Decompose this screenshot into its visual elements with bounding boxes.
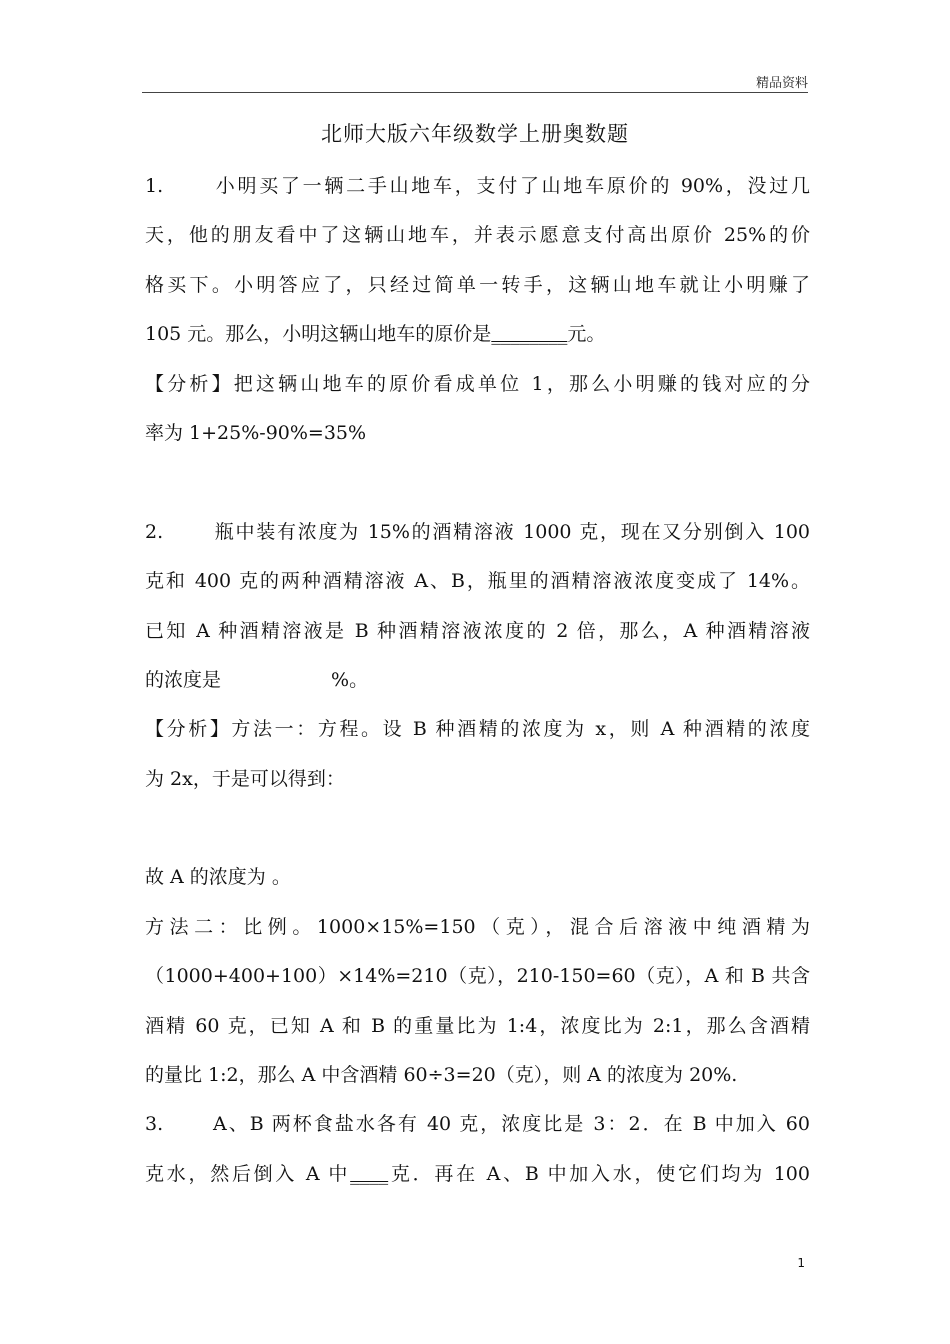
q1-line-4 xyxy=(145,314,810,363)
q2-analysis-line-3: 故 A 的浓度为 。 xyxy=(145,866,291,889)
q3-answer-blank: ____ xyxy=(350,1162,389,1185)
q2-method2-line-2: （1000+400+100）×14%=210（克），210-150=60（克），A 和 B 共含 xyxy=(145,965,810,988)
q1-analysis-line-1: 【分析】把这辆山地车的原价看成单位 1，那么小明赚的钱对应的分 xyxy=(145,372,810,395)
q2-text-1: 瓶中装有浓度为 15%的酒精溶液 1000 克，现在又分别倒入 100 xyxy=(213,520,810,543)
q1-text-1: 小明买了一辆二手山地车，支付了山地车原价的 90%，没过几 xyxy=(213,175,810,197)
q1-line-3: 格买下。小明答应了，只经过简单一转手，这辆山地车就让小明赚了 xyxy=(145,273,810,296)
q3-text-2b: 克．再在 A、B 中加入水，使它们均为 100 xyxy=(388,1162,810,1185)
q2-number: 2. xyxy=(145,520,164,543)
q2-method2-line-4: 的量比 1:2，那么 A 中含酒精 60÷3=20（克），则 A 的浓度为 20%. xyxy=(145,1064,738,1087)
q1-analysis-line-2: 率为 1+25%-90%=35% xyxy=(145,421,367,444)
q1-line-2: 天，他的朋友看中了这辆山地车，并表示愿意支付高出原价 25%的价 xyxy=(145,224,810,247)
page-number: 1 xyxy=(797,1256,805,1270)
q2-method2-line-1: 方法二：比例。1000×15%=150（克），混合后溶液中纯酒精为 xyxy=(145,915,810,938)
q3-number: 3. xyxy=(145,1113,164,1136)
q3-text-2a: 克水，然后倒入 A 中 xyxy=(145,1162,351,1185)
q3-text-1: A、B 两杯食盐水各有 40 克，浓度比是 3：2．在 B 中加入 60 xyxy=(213,1113,810,1136)
q1-number: 1. xyxy=(145,175,164,197)
q1-line-1 xyxy=(145,166,810,215)
q2-analysis-line-2: 为 2x，于是可以得到： xyxy=(145,767,345,790)
q2-line-3: 已知 A 种酒精溶液是 B 种酒精溶液浓度的 2 倍，那么，A 种酒精溶液 xyxy=(145,619,810,642)
q2-text-4b: %。 xyxy=(331,668,369,691)
spacer xyxy=(145,462,810,511)
q1-text-4b: 元。 xyxy=(567,323,606,346)
header-label: 精品资料 xyxy=(755,76,808,91)
q3-line-1 xyxy=(145,1104,810,1153)
q2-line-1 xyxy=(145,512,810,561)
spacer xyxy=(145,808,810,857)
q2-line-4 xyxy=(145,660,810,709)
q2-line-2: 克和 400 克的两种酒精溶液 A、B，瓶里的酒精溶液浓度变成了 14%。 xyxy=(145,570,810,593)
q1-text-4a: 105 元。那么，小明这辆山地车的原价是 xyxy=(145,323,492,346)
page-title: 北师大版六年级数学上册奥数题 xyxy=(321,122,629,146)
q3-line-2 xyxy=(145,1154,810,1203)
q2-analysis-line-1: 【分析】方法一：方程。设 B 种酒精的浓度为 x，则 A 种酒精的浓度 xyxy=(145,718,810,741)
document-body xyxy=(145,166,810,1203)
q2-text-4a: 的浓度是 xyxy=(145,668,222,691)
header-rule xyxy=(142,92,808,93)
q2-method2-line-3: 酒精 60 克，已知 A 和 B 的重量比为 1:4，浓度比为 2:1，那么含酒精 xyxy=(145,1014,810,1037)
q1-answer-blank: ________ xyxy=(491,323,568,346)
